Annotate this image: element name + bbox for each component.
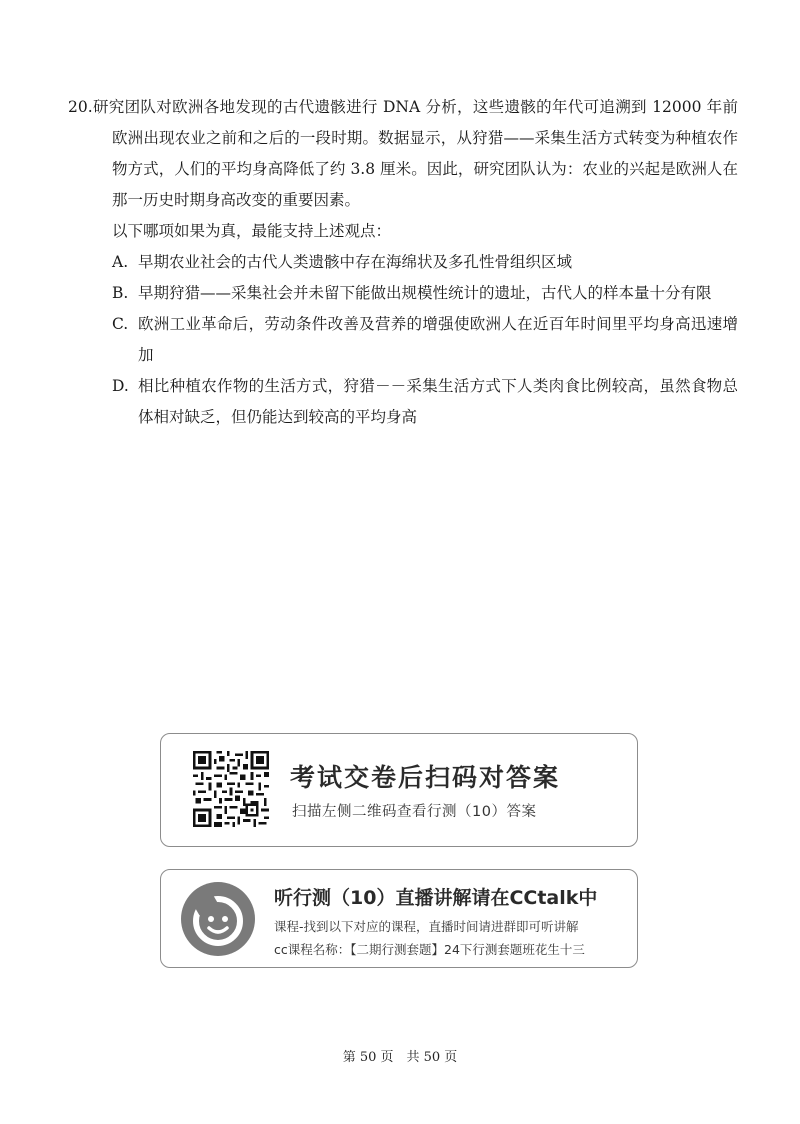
qr-card-title: 考试交卷后扫码对答案 <box>290 763 561 792</box>
page-footer: 第 50 页 共 50 页 <box>342 1050 458 1065</box>
question-number: 20. <box>68 98 93 116</box>
cctalk-card <box>160 869 638 968</box>
option-d <box>68 371 738 433</box>
option-c <box>68 309 738 371</box>
question-20 <box>68 92 738 433</box>
option-letter: A. <box>112 253 129 271</box>
option-text: 欧洲工业革命后，劳动条件改善及营养的增强使欧洲人在近百年时间里平均身高迅速增加 <box>138 315 738 364</box>
smiley-face-icon <box>180 881 256 957</box>
cctalk-card-instruction: 课程-找到以下对应的课程，直播时间请进群即可听讲解 <box>274 919 579 934</box>
qr-card-subtitle: 扫描左侧二维码查看行测（10）答案 <box>292 804 537 820</box>
question-stem-text: 研究团队对欧洲各地发现的古代遗骸进行 DNA 分析，这些遗骸的年代可追溯到 12000 年前欧洲出现农业之前和之后的一段时期。数据显示，从狩猎——采集生活方式转变为种植农作物方式，人们的平均身高降低了约 3.8 厘米。因此，研究团队认为：农业的兴起是欧洲人在那一历史时期身高改变的重要因素。 <box>92 98 738 209</box>
option-letter: C. <box>112 315 129 333</box>
option-text: 早期农业社会的古代人类遗骸中存在海绵状及多孔性骨组织区域 <box>138 253 573 271</box>
question-prompt: 以下哪项如果为真，最能支持上述观点： <box>112 222 392 240</box>
option-text: 早期狩猎——采集社会并未留下能做出规模性统计的遗址，古代人的样本量十分有限 <box>138 284 712 302</box>
option-letter: B. <box>112 284 129 302</box>
question-stem <box>68 92 738 216</box>
cctalk-card-course-name: cc课程名称：【二期行测套题】24下行测套题班花生十三 <box>274 942 585 957</box>
option-text: 相比种植农作物的生活方式，狩猎－－采集生活方式下人类肉食比例较高，虽然食物总体相对缺乏，但仍能达到较高的平均身高 <box>138 377 738 426</box>
option-a <box>68 247 738 278</box>
answer-qr-card <box>160 733 638 847</box>
qr-code-icon[interactable] <box>193 751 269 827</box>
option-letter: D. <box>112 377 129 395</box>
option-b <box>68 278 738 309</box>
options-list <box>68 247 738 433</box>
cctalk-card-title: 听行测（10）直播讲解请在CCtalk中 <box>274 887 598 909</box>
